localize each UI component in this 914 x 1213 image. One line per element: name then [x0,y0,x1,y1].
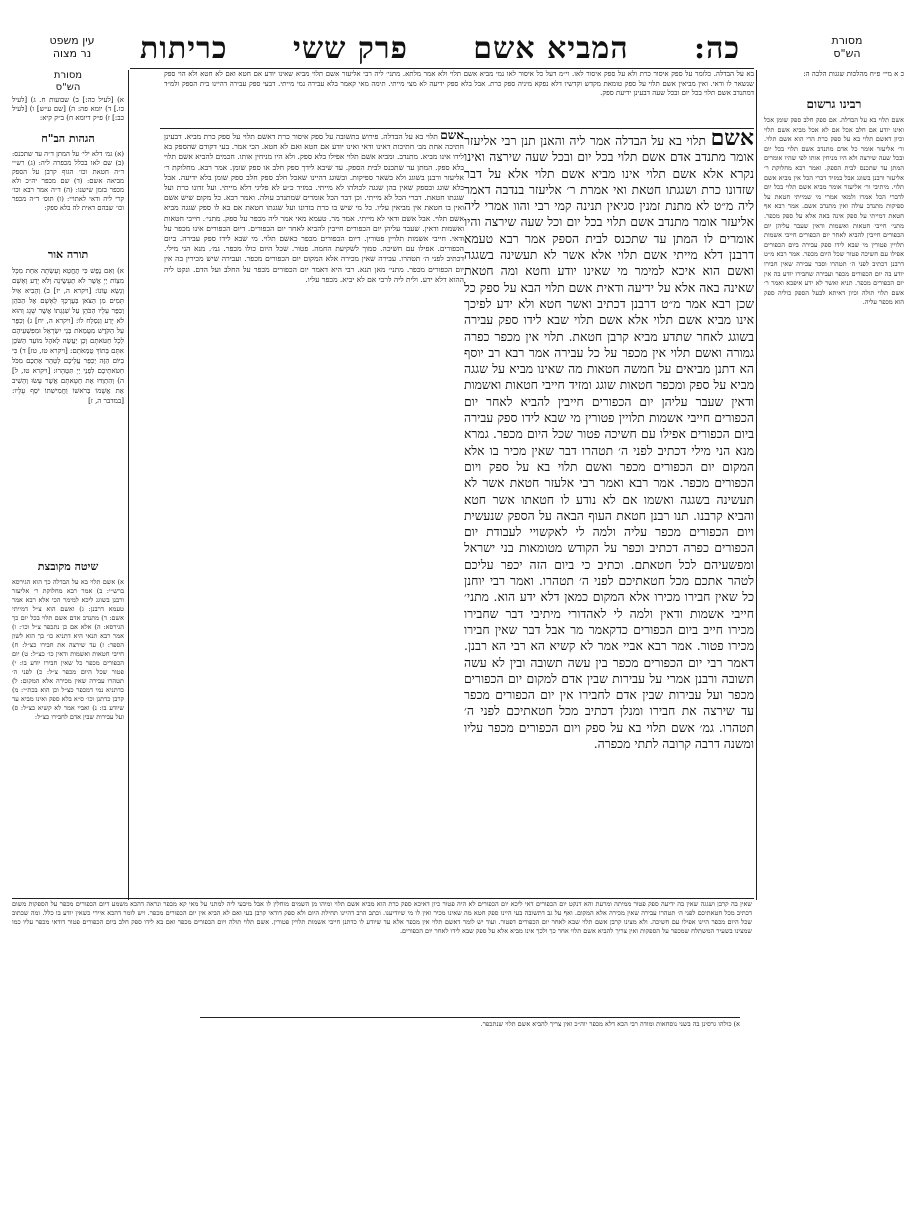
footnote-divider [200,1017,740,1018]
tractate-chapter-name: המביא אשם [473,30,629,66]
torah-or-text: א) וְאִם נֶפֶשׁ כִּי תֶחֱטָא וְעָשְׂתָה אַחַת מִכָּל מִצְוֹת יְיָ אֲשֶׁר לֹא תֵעָשֶׂינָה וְלֹא יָדַע וְאָשֵׁם וְנָשָׂא עֲוֹנוֹ: [ויקרא ה, יז] ב) וְהֵבִיא אַיִל תָּמִים מִן הַצֹּאן בְּעֶרְכְּךָ לְאָשָׁם אֶל הַכֹּהֵן וְכִפֶּר עָלָיו הַכֹּהֵן עַל שִׁגְגָתוֹ אֲשֶׁר שָׁגָג וְהוּא לֹא יָדַע וְנִסְלַח לוֹ: [ויקרא ה, יח] ג) וְכִפֶּר עַל הַקֹּדֶשׁ מִטֻּמְאֹת בְּנֵי יִשְׂרָאֵל וּמִפִּשְׁעֵיהֶם לְכָל חַטֹּאתָם וְכֵן יַעֲשֶׂה לְאֹהֶל מוֹעֵד הַשֹּׁכֵן אִתָּם בְּתוֹךְ טֻמְאֹתָם: [ויקרא טז, טז] ד) כִּי בַיּוֹם הַזֶּה יְכַפֵּר עֲלֵיכֶם לְטַהֵר אֶתְכֶם מִכֹּל חַטֹּאתֵיכֶם לִפְנֵי יְיָ תִּטְהָרוּ: [ויקרא טז, ל] ה) וְהִתְוַדּוּ אֶת חַטָּאתָם אֲשֶׁר עָשׂוּ וְהֵשִׁיב אֶת אֲשָׁמוֹ בְּרֹאשׁוֹ וַחֲמִישִׁתוֹ יֹסֵף עָלָיו: [במדבר ה, ז] [12,267,124,405]
masoret-title-2: הש"ס [55,82,81,93]
footnote [200,1020,740,1032]
tosafot-top-block [164,70,754,128]
masoret-text: א) [לעיל כה:] ב) שבועות ח. ג) [לעיל כו.] ד) יומא פה: ה) [שם ע״ש] ו) [לעיל כב:] ז) פ״ק דיומא ח) ב״ק קיא: [12,96,124,122]
tosafot-text: בא על הבדלה. כלומר על ספק איסור כרת ולא על ספק איסור לאו. וי״מ דעל כל איסור לאו נמי מביא אשם תלוי ולא אמר מלתא. מתני׳ ליה רבי אליעזר אשם תלוי מביא שאינו יודע אם חטא ואם לא חטא ולא הוי ספק שנשאר לו ודאי. ואין מביאין אשם תלוי על ספק טומאת מקדש וקדשיו דלא נפקא מיניה ספק כרת. אבל בלא ספק ידיעה לא מצי מייתי. תימה מאי קאמר בלא עבירה נמי מייתי. דבעי ספק עבירה דהיינו בית הספק ולמ״ד דמתנדב אשם תלוי בכל יום ובכל שעה דבעינן ידיעת ספק. [164,70,754,98]
page-header-title [140,28,740,68]
footer-divider [12,898,754,899]
bottom-commentary [12,900,752,1015]
right-margin-divider [756,70,757,900]
hashas-label: הש"ס [833,47,861,60]
ein-mishpat-header [22,34,122,60]
hagahot-title: הגהות הב"ח [41,132,95,145]
masoret-title [12,70,124,94]
ein-mishpat-text: כ א מיי׳ פ״ח מהלכות שגגות הלכה ה: [803,70,904,78]
masoret-hashas-column [12,96,124,126]
ein-mishpat-label: עין משפט [49,34,95,47]
hagahot-text: (א) גמ׳ דלא ילי׳ על המתן ד״ה עד שתכנס: (ב) שם לאו בכלל מכפרה ליה: (ג) רש״י ד״ה חטאת וכו׳ הגוף קרבן על הספק מביאה אשם: (ד) שם מכפר יה״כ ולא מכפר בזמן שישנו: (ה) ד״ה אמר רבא וכו׳ קרי ליה ודאי לאתויי: (ו) תוס׳ ד״ה מכפר וכו׳ שבהם דאית לה בלא ספק: [12,150,124,212]
rashi-lead-word: אשם [440,130,464,142]
masoret-label: מסורת [831,34,863,47]
daf-number: כה: [694,30,740,66]
rabbenu-gershom-text: אשם תלוי בא על הבדלה. אם ספק חלב ספק שומן אכל ואינו יודע אם חלב אכל אם לא אכל מביא אשם תלוי וכיון דאשם תלוי בא על ספק כרת הרי הוא אשם תלוי. ור׳ אליעזר אומר כל אדם מתנדב אשם תלוי בכל יום ובכל שעה שירצה ולא היו מניחין אותו לפי שהיו אומרים המתן עד שתכנס לבית הספק. ואמר רבא מחלוקת ר׳ אליעזר ורבנן בשוגג אבל במזיד דברי הכל אין מביא אשם תלוי. מיתיבי ור׳ אליעזר אומר מביא אשם תלוי בכל יום לדברי הכל אמרו ולמאי אמרי מי שמייתי חטאת על ספיקות מתנדב עולה ואין מתנדב אשם. אמר רבא אף חטאת דמייתי על ספק אינה באה אלא על ספק מכפר. מתני׳ חייבי חטאות ואשמות ודאין שעבר עליהן יום הכפורים חייבין להביא לאחר יום הכפורים חייבי אשמות תלויין פטורין מי שבא לידו ספק עבירה ביום הכפורים אפילו עם חשיכה פטור שכל היום מכפר. אמר רבא מ״ט דרבנן דכתיב לפני ה׳ תטהרו וסבר עבירה שאין חבירו יודע בה יום הכפורים מכפר ועבירה שחבירו יודע בה אין יום הכפורים מכפר. תניא ואשר לא ידע איפכא ואמר ר׳ אשם תלוי תולה וכיון דאיתא לבעל הספק כוליה ספק הוא מכפר עליה. [764,116,904,307]
shita-mekubetzet-title: שיטה מקובצת [37,560,99,573]
chapter-number: פרק ששי [292,30,408,66]
torah-or-column [12,266,124,556]
tosafot-divider [160,128,754,129]
rabbenu-gershom-column [764,116,904,916]
hagahot-bach-column [12,150,124,240]
gemara-text: תלוי בא על הבדלה אמר ליה והאנן תנן רבי אליעזר אומר מתנדב אדם אשם תלוי בכל יום ובכל שעה שירצה ואינו נקרא אלא אשם תלוי אינו מביא אשם תלוי אלא על דבר שזדונו כרת ושגגתו חטאת ואי אמרת ר׳ אליעזר בנדבה דאמר ליה מ״ט לא מתנת זמנין סגיאין תנינה קמי רבי והוו אמרי ליה אליעזר אומר מתנדב אשם תלוי בכל יום וכל שעה שירצה והיו אומרים לו המתן עד שתכנס לבית הספק אמר רבא טעמא דרבנן דלא מייתי אשם תלוי אלא אשר לא תעשינה בשגגה ואשם הוא איכא למימר מי שאינו יודע וחטא ומה חטאת שאינה באה אלא על ידיעה ודאית אשם תלוי הבא על ספק כל שכן רבא אמר מ״ט דרבנן דכתיב ואשר חטא ולא ידע לפיכך אינו מביא אשם תלוי אלא אשם תלוי שבא לידו ספק עבירה בשוגג לאחר שתדע מביא קרבן חטאת. תלוי אין מכפר כפרה גמורה ואשם תלוי אין מכפר על כל עבירה אמר רבא רב יוסף הא דתנן מביאים על חמשה חטאות מה שאינו מביא על שגגה מביא על ספק ומכפר חטאות שוגג ומזיד חייבי חטאות ואשמות ודאין שעבר עליהן יום הכפורים חייבין להביא לאחר יום הכפורים חייבי אשמות תלויין פטורין מי שבא לידו ספק עבירה ביום הכפורים אפילו עם חשיכה פטור שכל היום מכפר. גמרא מנא הני מילי דכתיב לפני ה׳ תטהרו דבר שאין מכיר בו אלא המקום יום הכפורים מכפר ואשם תלוי בא על ספק ויום הכפורים מכפר. אמר רבא ואמר רבי אלעזר חטאת אשר לא תעשינה בשגגה ואשמו אם לא נודע לו חטאתו אשר חטא והביא קרבנו. תנו רבנן חטאת העוף הבאה על הספק שנעשית ויום הכפורים מכפר עליה ולמה לי לאקשויי לעבודת יום הכפורים כפרה דכתיב וכפר על הקודש מטומאות בני ישראל ומפשעיהם לכל חטאתם. וכתיב כי ביום הזה יכפר עליכם לטהר אתכם מכל חטאתיכם לפני ה׳ תטהרו. ואמר רבי יוחנן כל שאין חבירו מכירו אלא המקום כמאן דלא ידע הוא. מתני׳ חייבי אשמות ודאין ולמה לי לאהדורי מיתיבי דבר שחבירו מכירו חייב ביום הכפורים כדקאמר מר אבל דבר שאין חבירו מכירו פטור. אמר רבא אביי אמר לא קשיא הא רבי הא רבנן. דאמר רבי יום הכפורים מכפר בין עשה תשובה ובין לא עשה תשובה ורבנן אמרי על עבירות שבין אדם למקום יום הכפורים מכפר ועל עבירות שבין אדם לחבירו אין יום הכפורים מכפר עד שירצה את חבירו ומנלן דכתיב מכל חטאתיכם לפני ה׳ תטהרו. גמ׳ אשם תלוי בא על ספק ויום הכפורים מכפר עליו ומשנה דרבה קרובה לתתי מכפרה. [464,134,754,751]
bottom-commentary-text: שאין בה קרבן ושגגה שאין בה ידיעה ספק פטור ממיתה ומרעת והא דנקט יום הכפורים דאי ליכא יום הכפורים לא היה פטור כיון דאיכא ספק כרת הוא מביא אשם תלוי ומיהו מן השמים מוחלין לו אבל מיבעי ליה למתני על מאי קא מכפר ונראה דהכא משמע דיום הכפורים מכפר על הספקות משום דכתיב מכל חטאתיכם לפני ה׳ תטהרו עבירה שאין מכירה אלא המקום. ואף על גב דתשובה בעי היינו ספק חטא מה שאינו מכיר ואין לו מי שיודיענו. וכתב הרב דהיינו תחילת היום ולא ספק דודאי קרבן בעי ואם לא הביא אין יום הכפורים מכפר. ויש לומר דהכא איירי כשאין יודע בו כלל. ומה שכתוב שכל היום מכפר היינו אפילו עם חשיכה. ולא מצינו קרבן אשם תלוי שבא לאחר יום הכפורים דפטור. ועוד יש לומר דאשם תלוי אין מכפר אלא עד שיודע לו כדתנן חייבי אשמות תלויין פטורין. אשם תלוי תולה ויום הכפורים מכפר ואם בא לידו ספק חלב ביום הכפורים פטור דודאי מכפר עליו כמו שמצינו בשעיר המשתלח שמכפר על הספקות ואין צריך להביא אשם תלוי אחר כך ולכך אינו מביא אלא על ספק שבא לידו לאחר יום הכפורים. [12,900,752,935]
shita-text: א) אשם תלוי בא על הבדלה כך הוא הגירסא ברש״י: ב) אמר רבא מחלוקת ר׳ אליעזר ורבנן בשוגג ליכא למימר הכי אלא רבא אמר טעמא דרבנן: ג) ואשם הוא צ״ל דמייתי אשם: ד) מתנדב אדם אשם תלוי בכל יום כך הגירסא: ה) אלא אם כן נתכפר צ״ל וכו׳: ו) אמר רבא תנאי היא דתניא כו׳ כך הוא לשון הספר: ז) עד שירצה את חבירו כצ״ל: ח) חייבי חטאות ואשמות ודאין כו׳ כצ״ל: ט) יום הכפורים מכפר כל שאין חבירו יודע בו: י) פטור שכל היום מכפר צ״ל: כ) לפני ה׳ תטהרו עבירה שאין מכירה אלא המקום: ל) כדתניא נמי דמכפר כצ״ל וכן הוא בכת״י: מ) קרבן כדתנן וכו׳ ס״א בלא ספק ואינו מביא עד שיודע בו: נ) ואביי אמר לא קשיא כצ״ל: ס) ועל עבירות שבין אדם לחבירו כצ״ל: [12,578,124,721]
ein-mishpat-note [764,70,904,90]
masoret-header [802,34,892,60]
rashi-text: תלוי בא על הבדלה. פירוש בתשובה על ספק איסור כרת דאשם תלוי על ספק כרת מביא. דבעינן חתיכה אחת מב׳ חתיכות דאינו ודאי ואינו יודע אם חטא ואם לא חטא. הכי אמר. בעי דקודם שהספק בא לידו אינו מביא. מתנדב. ומביא אשם תלוי אפילו בלא ספק. ולא היו מניחין אותו. חכמים להביא אשם תלוי בלא ספק. המתן עד שתכנס לבית הספק. עד שיבא לידך ספק חלב או ספק שומן. אמר רבא. מחלוקת ר׳ אליעזר ורבנן בשוגג ולא בשאר ספיקות. ובשוגג דהיינו שאכל חלב ספק חלב ספק שומן בלא ידיעה. אבל בלא שוגג ובספק שאין בהן שגגה לכולהו לא מייתי. במזיד כ״ע לא פליגי דלא מייתי. ועל זדונו כרת ועל שגגתו חטאת. דברי הכל לא מייתי. וכן דבר הכל אומרים שמתנדב עולה. ואמר רבא. כל מקום שיש אשם ואין בו חטאת אין מביאין עליו. כל מי שיש בו כרת בזדונו ועל שגגתו חטאת אם בא לו ספק שגגה מביא אשם תלוי. אבל אשם ודאי לא מייתי. אמר מר. טעמא מאי אמר ליה מכפר על ספק. מתני׳. חייבי חטאות ואשמות ודאין. שעבר עליהן יום הכפורים חייבין להביא לאחר יום הכפורים. דיום הכפורים אינו מכפר על ודאי. חייבי אשמות תלויין פטורין. דיום הכפורים מכפר כאשם תלוי. מי שבא לידו ספק עבירה. ביום הכפורים. אפילו עם חשיכה. סמוך לשקיעת החמה. פטור. שכל היום כולו מכפר. גמ׳. מנא הני מילי. דכתיב לפני ה׳ תטהרו. עבירה שאין מכירה אלא המקום יום הכפורים מכפר. ועבירה שיש מכירין בה אין יום הכפורים מכפר. מתני׳ מאן תנא. רבי היא דאמר יום הכפורים מכפר על החלב ועל הדם. ונקט ליה ההוא דלא ידע. ולית ליה לרבי אם לא יביא. מכפר עליו. [164,132,464,284]
ner-mitzvah-label: נר מצוה [52,47,92,60]
footnote-text: א) כולהו גרסינן בה בשני נוסחאות ומודה רבי הכא דלא מכפר יוה״כ ואין צריך להביא אשם תלוי שנתכפר. [480,1020,740,1028]
header-divider [130,68,754,69]
gemara-column [464,130,754,900]
torah-or-title: תורה אור [47,248,89,261]
rabbenu-gershom-title: רבינו גרשום [806,97,862,111]
masechet-name: כריתות [140,30,228,66]
gemara-lead-word: אשם [710,130,754,151]
left-margin-divider [128,70,129,900]
masoret-title-1: מסורת [53,70,83,81]
rashi-column [164,130,464,900]
